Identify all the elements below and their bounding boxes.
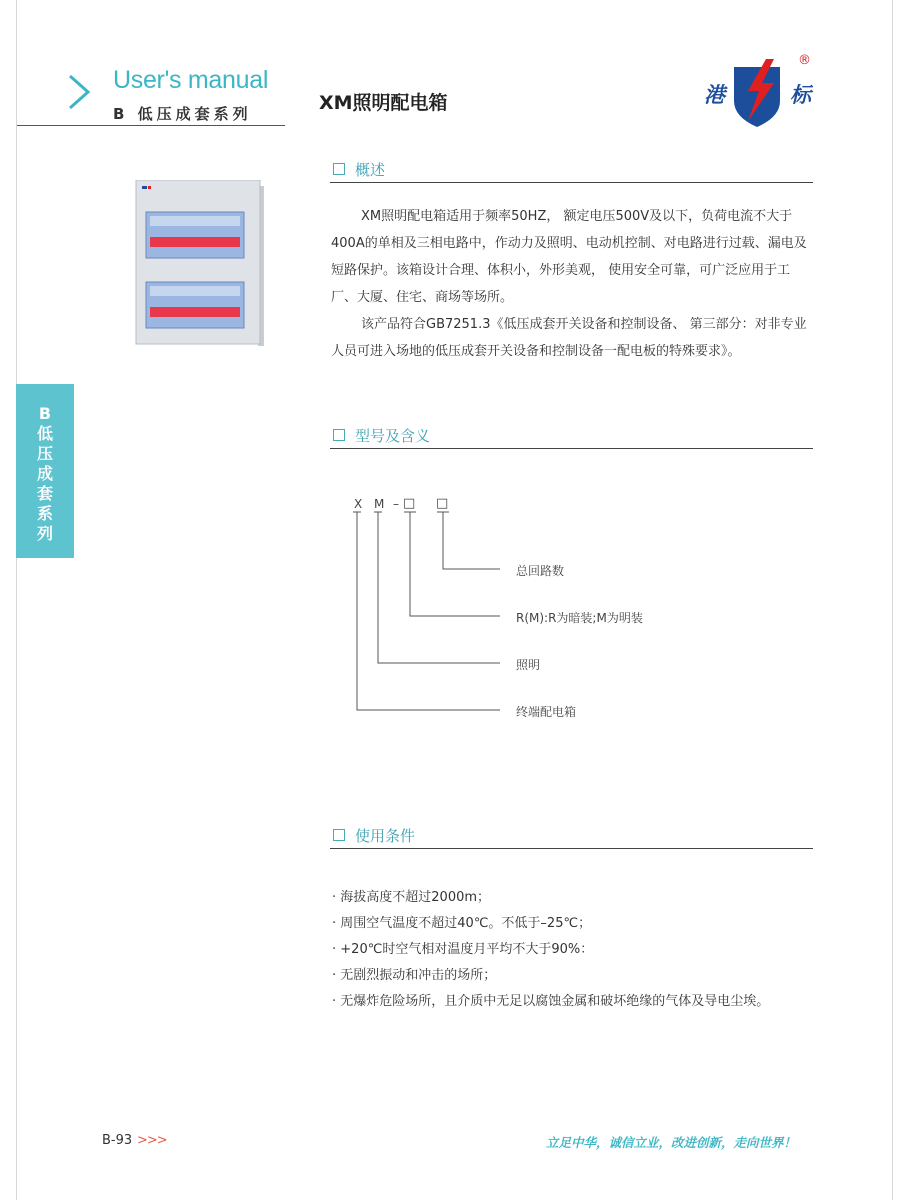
overview-paragraph-2: 该产品符合GB7251.3《低压成套开关设备和控制设备、 第三部分：对非专业人员可进入场地的低压成套开关设备和控制设备一配电板的特殊要求》。 <box>331 317 807 359</box>
model-code-diagram <box>350 510 520 715</box>
condition-text: 无爆炸危险场所，且介质中无足以腐蚀金属和破坏绝缘的气体及导电尘埃。 <box>340 994 770 1009</box>
meaning-lighting: 照明 <box>516 658 541 672</box>
logo-right-char: 标 <box>790 83 811 107</box>
section-marker-icon <box>333 429 345 441</box>
company-slogan: 立足中华，诚信立业，改进创新，走向世界！ <box>546 1135 797 1150</box>
overview-paragraph-1: XM照明配电箱适用于频率50HZ， 额定电压500V及以下，负荷电流不大于400A的单相及三相电路中，作动力及照明、电动机控制、对电路进行过载、漏电及短路保护。该箱设计合理、体积小，外形美观， 使用安全可靠，可广泛应用于工厂、大厦、住宅、商场等场所。 <box>331 209 807 305</box>
section-rule <box>330 448 813 449</box>
document-title: XM照明配电箱 <box>319 92 448 114</box>
meaning-mounting-type: R(M):R为暗装;M为明装 <box>516 611 643 625</box>
section-title-conditions: 使用条件 <box>355 827 416 845</box>
header-rule <box>17 125 285 126</box>
section-marker-icon <box>333 163 345 175</box>
meaning-total-circuits: 总回路数 <box>516 564 565 578</box>
code-letter-x: X <box>354 497 363 511</box>
side-category-label: B 低 压 成 套 系 列 <box>36 404 53 543</box>
condition-item <box>332 886 490 905</box>
product-photo <box>132 180 264 346</box>
code-box-1: □ <box>403 496 416 511</box>
series-subtitle: B 低压成套系列 <box>113 105 252 123</box>
bullet: · <box>332 890 337 905</box>
section-marker-icon <box>333 829 345 841</box>
logo-left-char: 港 <box>704 83 725 107</box>
section-rule <box>330 848 813 849</box>
condition-item <box>332 964 496 983</box>
section-title-overview: 概述 <box>355 161 386 179</box>
section-rule <box>330 182 813 183</box>
registered-mark: ® <box>798 53 811 68</box>
page-arrows: >>> <box>137 1133 167 1148</box>
condition-text: 海拔高度不超过2000m； <box>340 890 491 905</box>
bullet: · <box>332 916 337 931</box>
bullet: · <box>332 968 337 983</box>
section-title-model: 型号及含义 <box>355 427 431 445</box>
chevron-right-icon <box>64 72 94 112</box>
condition-item <box>332 990 769 1009</box>
brand-logo <box>704 55 816 129</box>
bullet: · <box>332 942 337 957</box>
condition-item <box>332 938 593 957</box>
code-box-2: □ <box>436 496 449 511</box>
condition-text: +20℃时空气相对温度月平均不大于90%： <box>340 942 594 957</box>
page-number: B-93 <box>102 1133 133 1148</box>
code-dash: – <box>393 497 399 511</box>
condition-text: 无剧烈振动和冲击的场所； <box>340 968 497 983</box>
manual-title: User's manual <box>113 66 269 94</box>
code-letter-m: M <box>374 497 385 511</box>
condition-item <box>332 912 591 931</box>
bullet: · <box>332 994 337 1009</box>
condition-text: 周围空气温度不超过40℃。不低于–25℃； <box>340 916 592 931</box>
meaning-terminal-box: 终端配电箱 <box>516 705 577 719</box>
